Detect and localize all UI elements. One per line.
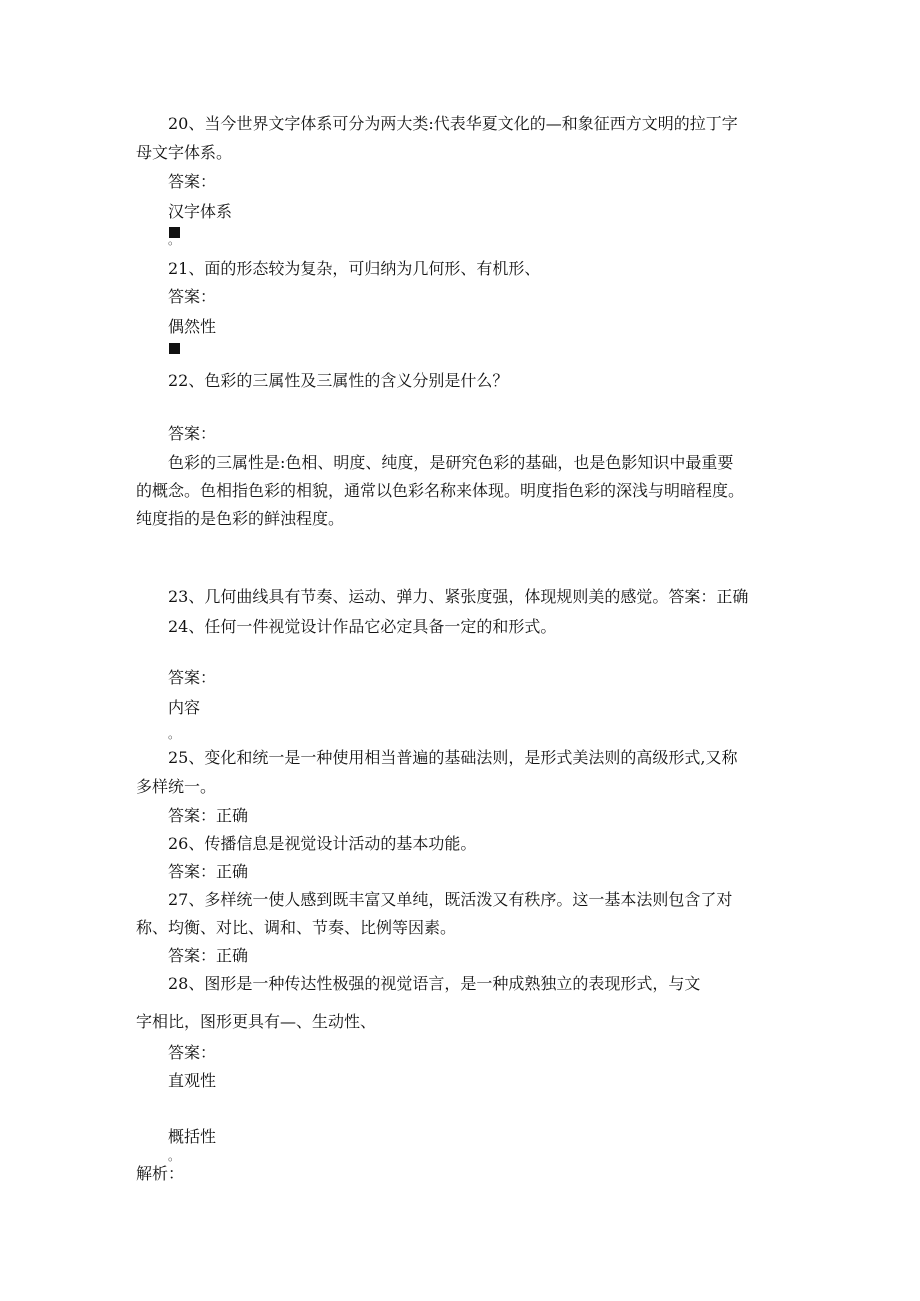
q22-answer-label: 答案：	[168, 424, 217, 443]
q24-answer: 内容	[168, 698, 201, 717]
q26-answer: 答案：正确	[168, 862, 249, 881]
q20-line2: 母文字体系。	[136, 143, 233, 162]
q25-line1: 25、变化和统一是一种使用相当普遍的基础法则，是形式美法则的高级形式,又称	[168, 748, 738, 767]
q28-answer-label: 答案：	[168, 1043, 217, 1062]
q23-line1: 23、几何曲线具有节奏、运动、弹力、紧张度强，体现规则美的感觉。答案：正确	[168, 587, 749, 606]
q20-line1: 20、当今世界文字体系可分为两大类:代表华夏文化的—和象征西方文明的拉丁字	[168, 114, 738, 133]
q28-mark-dot: 。	[168, 1149, 181, 1163]
q28-line1: 28、图形是一种传达性极强的视觉语言，是一种成熟独立的表现形式，与文	[168, 974, 701, 993]
q20-answer-label: 答案：	[168, 172, 217, 191]
square-bullet-icon	[169, 343, 180, 354]
q28-answer2: 概括性	[168, 1127, 217, 1146]
q24-mark-dot: 。	[168, 727, 181, 741]
q21-answer-label: 答案：	[168, 287, 217, 306]
q28-answer1: 直观性	[168, 1071, 217, 1090]
q28-analysis-label: 解析：	[136, 1164, 185, 1183]
q27-line2: 称、均衡、对比、调和、节奏、比例等因素。	[136, 918, 457, 937]
q27-answer: 答案：正确	[168, 946, 249, 965]
q26-line1: 26、传播信息是视觉设计活动的基本功能。	[168, 834, 477, 853]
q22-answer-line3: 纯度指的是色彩的鲜浊程度。	[136, 509, 345, 528]
q24-line1: 24、任何一件视觉设计作品它必定具备一定的和形式。	[168, 617, 557, 636]
q22-line1: 22、色彩的三属性及三属性的含义分别是什么？	[168, 371, 509, 390]
q28-line2: 字相比，图形更具有—、生动性、	[136, 1012, 377, 1031]
q25-line2: 多样统一。	[136, 777, 217, 796]
q22-answer-line1: 色彩的三属性是:色相、明度、纯度，是研究色彩的基础，也是色影知识中最重要	[168, 453, 734, 472]
q22-answer-line2: 的概念。色相指色彩的相貌，通常以色彩名称来体现。明度指色彩的深浅与明暗程度。	[136, 481, 745, 500]
q27-line1: 27、多样统一使人感到既丰富又单纯，既活泼又有秩序。这一基本法则包含了对	[168, 890, 733, 909]
q24-answer-label: 答案：	[168, 668, 217, 687]
q20-mark-dot: 。	[168, 233, 181, 247]
q21-answer: 偶然性	[168, 317, 217, 336]
q21-line1: 21、面的形态较为复杂，可归纳为几何形、有机形、	[168, 259, 541, 278]
q20-answer: 汉字体系	[168, 202, 233, 221]
q25-answer: 答案：正确	[168, 806, 249, 825]
